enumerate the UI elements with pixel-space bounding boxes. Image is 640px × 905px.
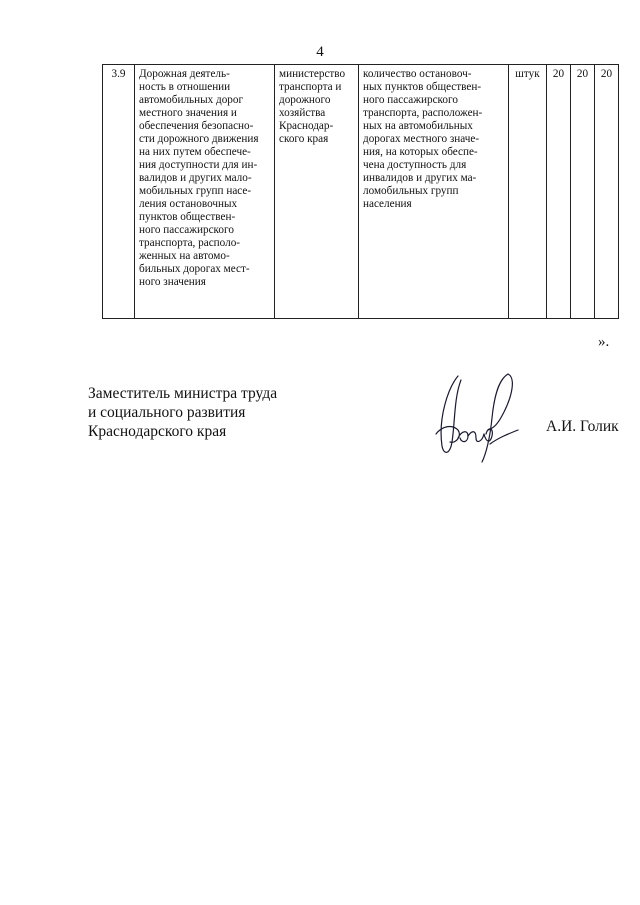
position-line: Краснодарского края (88, 423, 227, 440)
activity-line: обеспечения безопасно- (139, 120, 254, 132)
row-number: 3.9 (103, 65, 135, 319)
activity-line: валидов и других мало- (139, 172, 252, 184)
indicator-line: ния, на которых обеспе- (363, 146, 478, 158)
closing-quote-mark: ». (598, 334, 610, 350)
handwritten-signature (428, 368, 524, 469)
activity-line: сти дорожного движения (139, 133, 259, 145)
activity-line: ния доступности для ин- (139, 159, 258, 171)
activity-line: транспорта, располо- (139, 237, 241, 249)
position-line: и социального развития (88, 404, 246, 421)
indicator-line: инвалидов и других ма- (363, 172, 477, 184)
activity-line: местного значения и (139, 107, 237, 119)
value-cell: 20 (595, 65, 619, 319)
activity-line: автомобильных дорог (139, 94, 244, 106)
activity-cell (135, 65, 275, 319)
indicators-table (102, 64, 619, 319)
ministry-line: дорожного (279, 94, 331, 106)
indicator-line: дорогах местного значе- (363, 133, 480, 145)
indicator-cell (359, 65, 509, 319)
indicator-line: транспорта, расположен- (363, 107, 483, 119)
ministry-line: хозяйства (279, 107, 326, 119)
signatory-name: А.И. Голик (546, 418, 619, 435)
activity-line: женных на автомо- (139, 250, 230, 262)
indicator-line: ного пассажирского (363, 94, 458, 106)
indicator-line: чена доступность для (363, 159, 467, 171)
activity-line: ность в отношении (139, 81, 231, 93)
ministry-line: транспорта и (279, 81, 342, 93)
activity-line: пунктов обществен- (139, 211, 236, 223)
responsible-ministry-cell (275, 65, 359, 319)
ministry-line: министерство (279, 68, 346, 80)
table-row (103, 65, 619, 319)
activity-line: ления остановочных (139, 198, 238, 210)
activity-line: на них путем обеспече- (139, 146, 251, 158)
activity-line: бильных дорогах мест- (139, 263, 250, 275)
activity-line: Дорожная деятель- (139, 68, 230, 80)
activity-line: ного пассажирского (139, 224, 234, 236)
indicator-line: количество остановоч- (363, 68, 472, 80)
activity-line: мобильных групп насе- (139, 185, 252, 197)
indicator-line: ных на автомобильных (363, 120, 473, 132)
activity-line: ного значения (139, 276, 206, 288)
indicator-line: населения (363, 198, 412, 210)
ministry-line: Краснодар- (279, 120, 334, 132)
position-line: Заместитель министра труда (88, 385, 278, 402)
page-number: 4 (316, 44, 324, 60)
value-cell: 20 (571, 65, 595, 319)
indicator-line: ных пунктов обществен- (363, 81, 482, 93)
value-cell: 20 (547, 65, 571, 319)
signatory-position (88, 384, 277, 441)
unit-cell: штук (509, 65, 547, 319)
ministry-line: ского края (279, 133, 329, 145)
indicator-line: ломобильных групп (363, 185, 459, 197)
